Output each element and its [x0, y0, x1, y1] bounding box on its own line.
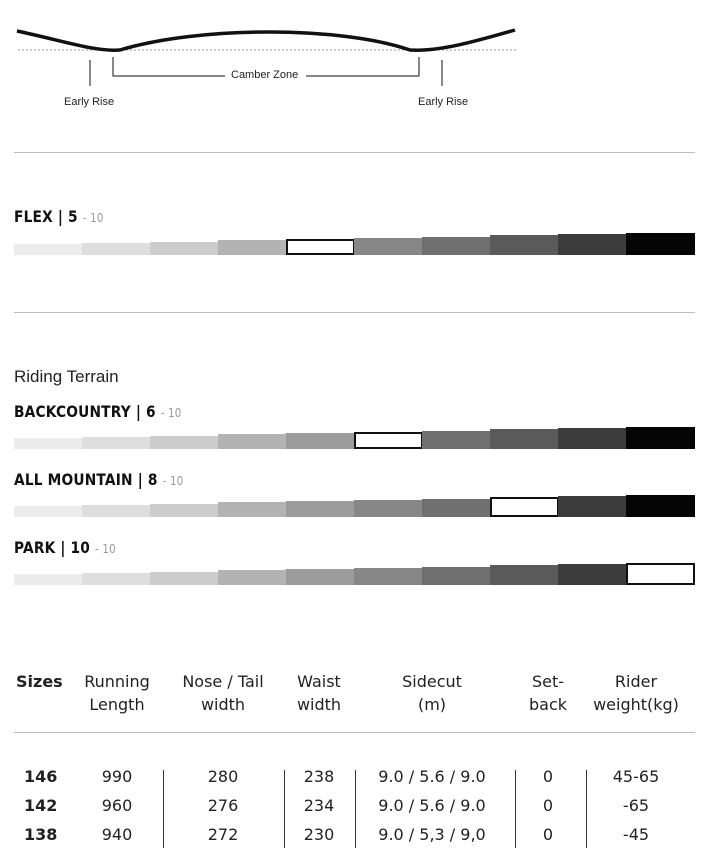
scale-segment	[82, 243, 151, 255]
column-separator	[515, 770, 516, 848]
scale-segment	[490, 429, 559, 449]
scale-segment-marked	[626, 563, 695, 585]
scale-segment	[626, 427, 695, 449]
cell-rider-weight: -45	[622, 825, 650, 844]
scale-segment	[490, 235, 559, 255]
header-rider-weight-line1: Rider	[614, 672, 658, 691]
cell-running-length: 990	[101, 767, 133, 786]
scale-segment-marked	[354, 432, 423, 449]
board-profile-curve	[17, 30, 515, 50]
scale-segment	[82, 573, 151, 585]
scale-segment	[354, 568, 423, 585]
header-rider-weight	[586, 670, 686, 716]
backcountry-scale: - 10	[160, 406, 182, 420]
column-separator	[355, 770, 356, 848]
backcountry-label: BACKCOUNTRY	[14, 402, 131, 421]
backcountry-value: 6	[145, 402, 156, 421]
scale-segment	[82, 437, 151, 449]
scale-segment	[626, 233, 695, 255]
all-mountain-scale-bar	[14, 494, 694, 518]
cell-size: 146	[24, 767, 58, 786]
scale-segment	[422, 499, 491, 517]
header-running-length	[80, 670, 154, 716]
scale-segment	[558, 564, 627, 585]
scale-segment	[558, 496, 627, 517]
flex-scale: - 10	[82, 211, 104, 225]
header-nose-tail-width	[170, 670, 276, 716]
cell-rider-weight: 45-65	[612, 767, 660, 786]
header-sizes-line1: Sizes	[16, 672, 63, 691]
cell-sidecut: 9.0 / 5,3 / 9,0	[378, 825, 486, 844]
cell-sidecut: 9.0 / 5.6 / 9.0	[378, 796, 486, 815]
cell-running-length: 960	[101, 796, 133, 815]
header-running-length-line1: Running	[84, 672, 150, 691]
scale-segment	[14, 438, 83, 449]
cell-waist-width: 238	[303, 767, 335, 786]
early-rise-left-label: Early Rise	[64, 96, 115, 108]
scale-segment	[150, 242, 219, 255]
header-setback-line1: Set-	[531, 672, 565, 691]
scale-segment	[150, 436, 219, 449]
flex-scale-bar	[14, 232, 694, 256]
scale-segment	[490, 565, 559, 585]
all-mountain-value: 8	[147, 470, 158, 489]
cell-waist-width: 230	[303, 825, 335, 844]
riding-terrain-heading: Riding Terrain	[14, 367, 119, 386]
scale-segment	[286, 569, 355, 585]
backcountry-title: BACKCOUNTRY | 6 - 10	[14, 402, 182, 421]
cell-rider-weight: -65	[622, 796, 650, 815]
scale-segment	[150, 504, 219, 517]
divider-top	[14, 152, 695, 153]
flex-title: FLEX | 5 - 10	[14, 207, 104, 226]
scale-segment	[626, 495, 695, 517]
table-header-divider	[14, 732, 695, 733]
header-sidecut-line2: (m)	[417, 695, 447, 714]
header-running-length-line2: Length	[89, 695, 145, 714]
cell-setback: 0	[542, 825, 554, 844]
flex-value: 5	[68, 207, 78, 226]
scale-segment	[218, 570, 287, 585]
header-rider-weight-line2: weight(kg)	[593, 695, 679, 714]
all-mountain-title: ALL MOUNTAIN | 8 - 10	[14, 470, 184, 489]
camber-zone-bracket-right	[306, 57, 419, 76]
scale-segment	[14, 506, 83, 517]
park-label: PARK	[14, 538, 56, 557]
divider-middle	[14, 312, 695, 313]
header-waist-line1: Waist	[297, 672, 341, 691]
park-scale-bar	[14, 562, 694, 586]
scale-segment	[286, 433, 355, 449]
scale-segment	[218, 502, 287, 517]
header-sidecut	[367, 670, 497, 716]
cell-sidecut: 9.0 / 5.6 / 9.0	[378, 767, 486, 786]
all-mountain-scale: - 10	[162, 474, 184, 488]
early-rise-right-label: Early Rise	[418, 96, 469, 108]
header-setback-line2: back	[528, 695, 568, 714]
scale-segment	[558, 234, 627, 255]
header-setback	[522, 670, 574, 716]
scale-segment	[150, 572, 219, 585]
camber-zone-label: Camber Zone	[231, 69, 299, 81]
cell-nose-tail-width: 276	[207, 796, 239, 815]
camber-zone-bracket-left	[113, 57, 225, 76]
scale-segment	[558, 428, 627, 449]
park-value: 10	[70, 538, 91, 557]
scale-segment	[14, 244, 83, 255]
cell-size: 138	[24, 825, 58, 844]
scale-segment	[218, 434, 287, 449]
cell-waist-width: 234	[303, 796, 335, 815]
header-waist-width	[286, 670, 352, 716]
scale-segment	[82, 505, 151, 517]
flex-label: FLEX	[14, 207, 53, 226]
cell-setback: 0	[542, 767, 554, 786]
header-sizes	[16, 670, 63, 693]
park-title: PARK | 10 - 10	[14, 538, 116, 557]
header-sidecut-line1: Sidecut	[402, 672, 462, 691]
scale-segment	[218, 240, 287, 255]
scale-segment-marked	[490, 497, 559, 517]
scale-segment	[422, 237, 491, 255]
scale-segment	[14, 574, 83, 585]
park-scale: - 10	[95, 542, 116, 556]
cell-setback: 0	[542, 796, 554, 815]
backcountry-scale-bar	[14, 426, 694, 450]
cell-size: 142	[24, 796, 58, 815]
scale-segment-marked	[286, 239, 355, 255]
column-separator	[163, 770, 164, 848]
scale-segment	[422, 431, 491, 449]
column-separator	[284, 770, 285, 848]
cell-nose-tail-width: 272	[207, 825, 239, 844]
all-mountain-label: ALL MOUNTAIN	[14, 470, 133, 489]
scale-segment	[354, 500, 423, 517]
header-nose-tail-line2: width	[200, 695, 246, 714]
header-nose-tail-line1: Nose / Tail	[182, 672, 264, 691]
scale-segment	[354, 238, 423, 255]
scale-segment	[286, 501, 355, 517]
cell-running-length: 940	[101, 825, 133, 844]
cell-nose-tail-width: 280	[207, 767, 239, 786]
scale-segment	[422, 567, 491, 585]
header-waist-line2: width	[296, 695, 342, 714]
